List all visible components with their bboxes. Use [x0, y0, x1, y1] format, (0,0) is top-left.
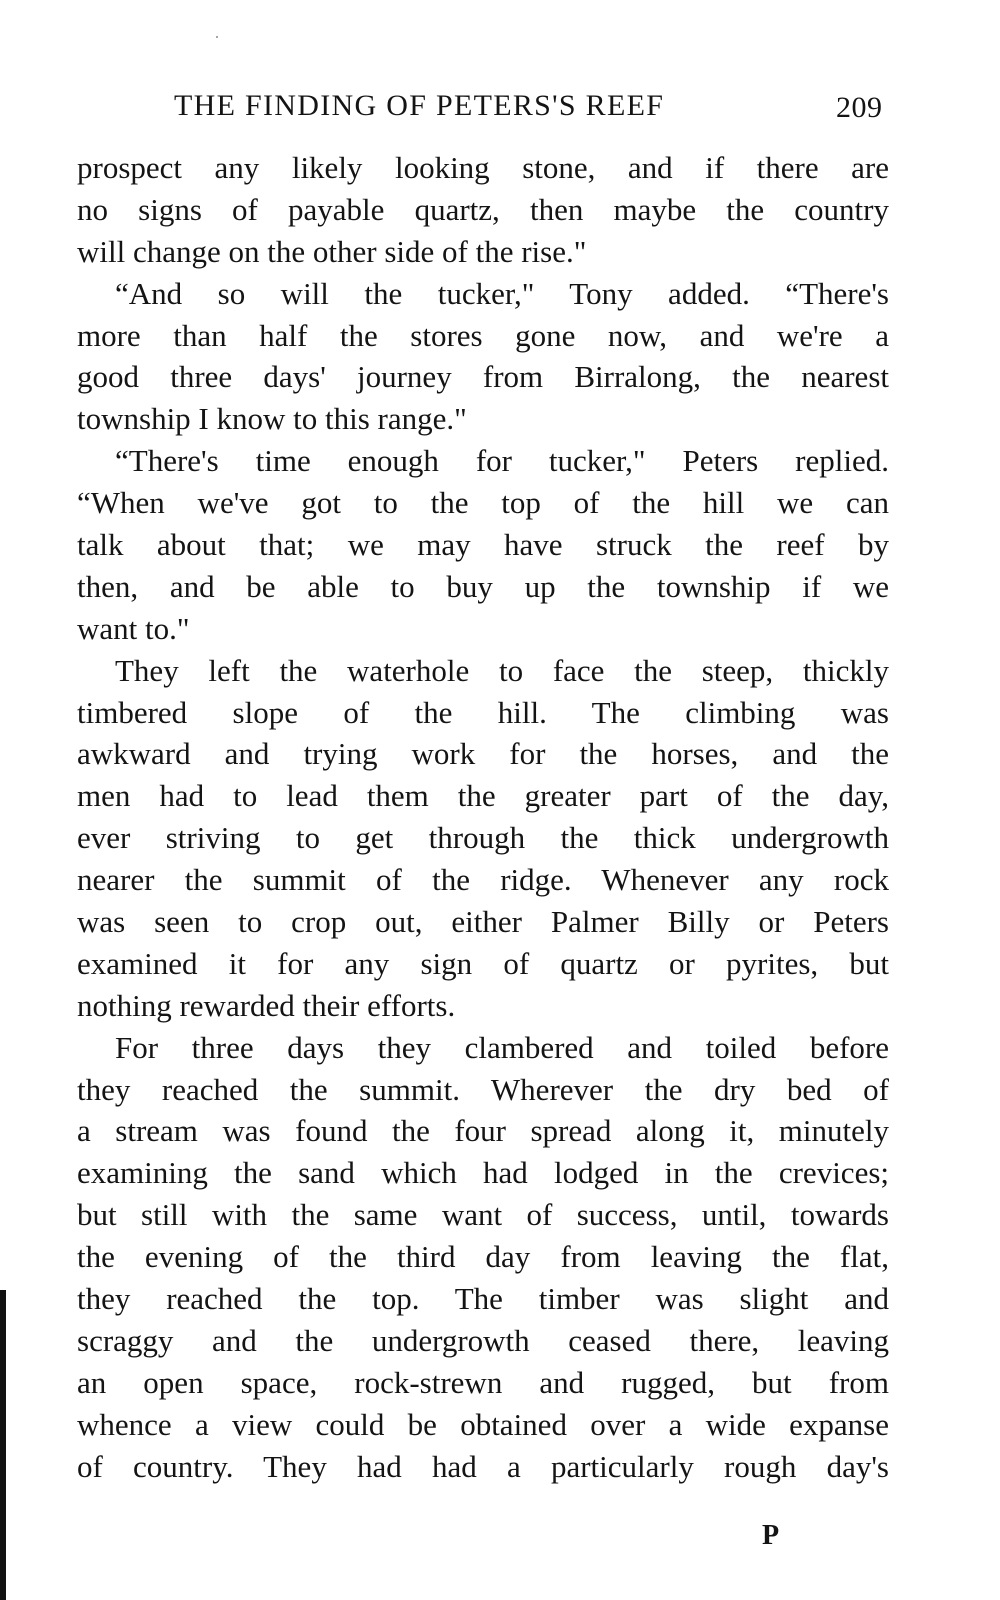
- text-line: more than half the stores gone now, and we're a: [77, 317, 889, 353]
- text-line: the evening of the third day from leaving the flat,: [77, 1239, 889, 1275]
- text-line: no signs of payable quartz, then maybe the country: [77, 191, 889, 227]
- text-line: prospect any likely looking stone, and if there are: [77, 150, 889, 185]
- text-line: a stream was found the four spread along it, minutely: [77, 1113, 889, 1149]
- running-title: THE FINDING OF PETERS'S REEF: [174, 89, 665, 122]
- text-line: of country. They had had a particularly rough day's: [77, 1448, 889, 1484]
- text-line: an open space, rock-strewn and rugged, but from: [77, 1364, 889, 1400]
- text-line: whence a view could be obtained over a wide expanse: [77, 1406, 889, 1442]
- text-line: talk about that; we may have struck the reef by: [77, 527, 889, 563]
- text-line: but still with the same want of success, until, towards: [77, 1197, 889, 1233]
- text-line: then, and be able to buy up the township if we: [77, 568, 889, 604]
- text-line: scraggy and the undergrowth ceased there, leaving: [77, 1322, 889, 1358]
- text-line: timbered slope of the hill. The climbing was: [77, 694, 889, 730]
- text-line: men had to lead them the greater part of the day,: [77, 778, 889, 814]
- body-text: [77, 147, 889, 1488]
- paper-speck: [216, 36, 218, 38]
- text-line: nearer the summit of the ridge. Whenever any rock: [77, 862, 889, 898]
- text-line: good three days' journey from Birralong, the nearest: [77, 359, 889, 395]
- signature-mark: P: [762, 1520, 780, 1551]
- text-line: “When we've got to the top of the hill we can: [77, 485, 889, 521]
- text-line: “There's time enough for tucker," Peters replied.: [115, 443, 889, 479]
- text-line: was seen to crop out, either Palmer Billy or Peters: [77, 904, 889, 940]
- running-head: [0, 86, 1000, 126]
- text-line: ever striving to get through the thick undergrowth: [77, 820, 889, 856]
- text-line: they reached the summit. Wherever the dry bed of: [77, 1071, 889, 1107]
- text-line: They left the waterhole to face the steep, thickly: [115, 652, 889, 688]
- text-line: township I know to this range.": [77, 401, 467, 437]
- text-line: want to.": [77, 610, 190, 646]
- text-line: examined it for any sign of quartz or pyrites, but: [77, 945, 889, 981]
- text-line: For three days they clambered and toiled before: [115, 1029, 889, 1065]
- text-line: “And so will the tucker," Tony added. “There's: [115, 275, 889, 311]
- text-line: they reached the top. The timber was slight and: [77, 1281, 889, 1317]
- text-line: nothing rewarded their efforts.: [77, 987, 456, 1023]
- page-number: 209: [836, 91, 883, 124]
- text-line: will change on the other side of the rise.": [77, 233, 587, 269]
- text-line: awkward and trying work for the horses, and the: [77, 736, 889, 772]
- binding-shadow: [0, 1290, 6, 1600]
- text-line: examining the sand which had lodged in the crevices;: [77, 1155, 889, 1191]
